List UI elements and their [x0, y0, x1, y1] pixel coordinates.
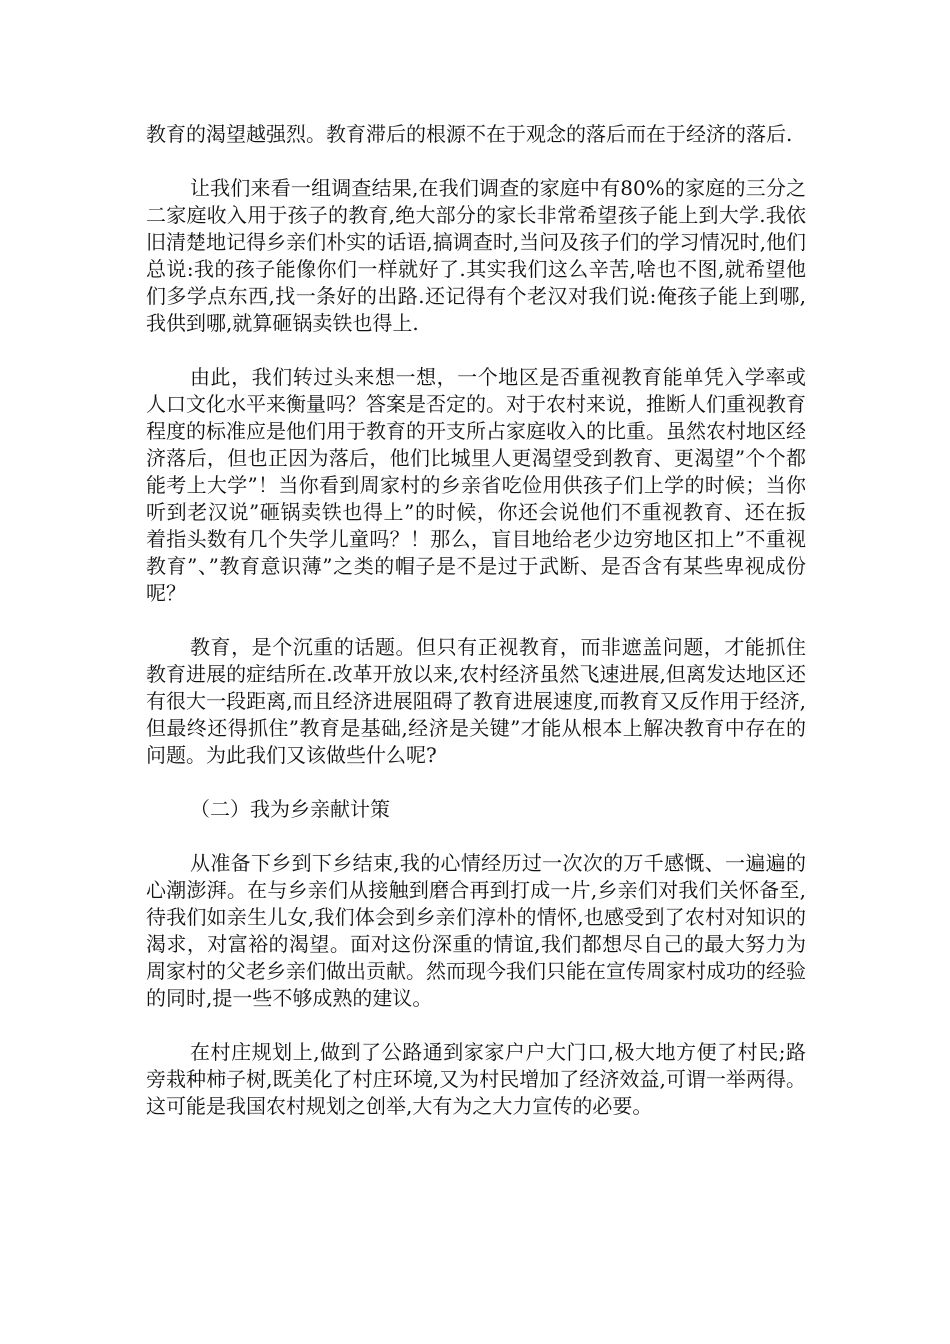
section-heading: （二）我为乡亲献计策: [190, 797, 390, 821]
paragraph-6: 在村庄规划上,做到了公路通到家家户户大门口,极大地方便了村民;路旁栽种柿子树,既美化了村庄环境,又为村民增加了经济效益,可谓一举两得。这可能是我国农村规划之创举,大有为之大力宣传的必要。: [146, 1040, 806, 1118]
paragraph-4: 教育，是个沉重的话题。但只有正视教育，而非遮盖问题，才能抓住教育进展的症结所在.改革开放以来,农村经济虽然飞速进展,但离发达地区还有很大一段距离,而且经济进展阻碍了教育进展速度,而教育又反作用于经济,但最终还得抓住”教育是基础,经济是关键”才能从根本上解决教育中存在的问题。为此我们又该做些什么呢?: [146, 635, 806, 767]
paragraph-1: 教育的渴望越强烈。教育滞后的根源不在于观念的落后而在于经济的落后.: [146, 122, 793, 146]
document-body: [146, 121, 806, 1147]
paragraph-2: 让我们来看一组调查结果,在我们调查的家庭中有80%的家庭的三分之二家庭收入用于孩子的教育,绝大部分的家长非常希望孩子能上到大学.我依旧清楚地记得乡亲们朴实的话语,搞调查时,当问及孩子们的学习情况时,他们总说:我的孩子能像你们一样就好了.其实我们这么辛苦,啥也不图,就希望他们多学点东西,找一条好的出路.还记得有个老汉对我们说:俺孩子能上到哪,我供到哪,就算砸锅卖铁也得上.: [146, 176, 806, 335]
paragraph-3: 由此，我们转过头来想一想，一个地区是否重视教育能单凭入学率或人口文化水平来衡量吗？答案是否定的。对于农村来说，推断人们重视教育程度的标准应是他们用于教育的开支所占家庭收入的比重。虽然农村地区经济落后，但也正因为落后，他们比城里人更渴望受到教育、更渴望”个个都能考上大学”！当你看到周家村的乡亲省吃俭用供孩子们上学的时候；当你听到老汉说”砸锅卖铁也得上”的时候，你还会说他们不重视教育、还在扳着指头数有几个失学儿童吗？！那么，盲目地给老少边穷地区扣上”不重视教育”、”教育意识薄”之类的帽子是不是过于武断、是否含有某些卑视成份呢？: [146, 365, 806, 605]
paragraph-5: 从准备下乡到下乡结束,我的心情经历过一次次的万千感慨、一遍遍的心潮澎湃。在与乡亲们从接触到磨合再到打成一片,乡亲们对我们关怀备至,待我们如亲生儿女,我们体会到乡亲们淳朴的情怀,也感受到了农村对知识的渴求，对富裕的渴望。面对这份深重的情谊,我们都想尽自己的最大努力为周家村的父老乡亲们做出贡献。然而现今我们只能在宣传周家村成功的经验的同时,提一些不够成熟的建议。: [146, 851, 806, 1010]
